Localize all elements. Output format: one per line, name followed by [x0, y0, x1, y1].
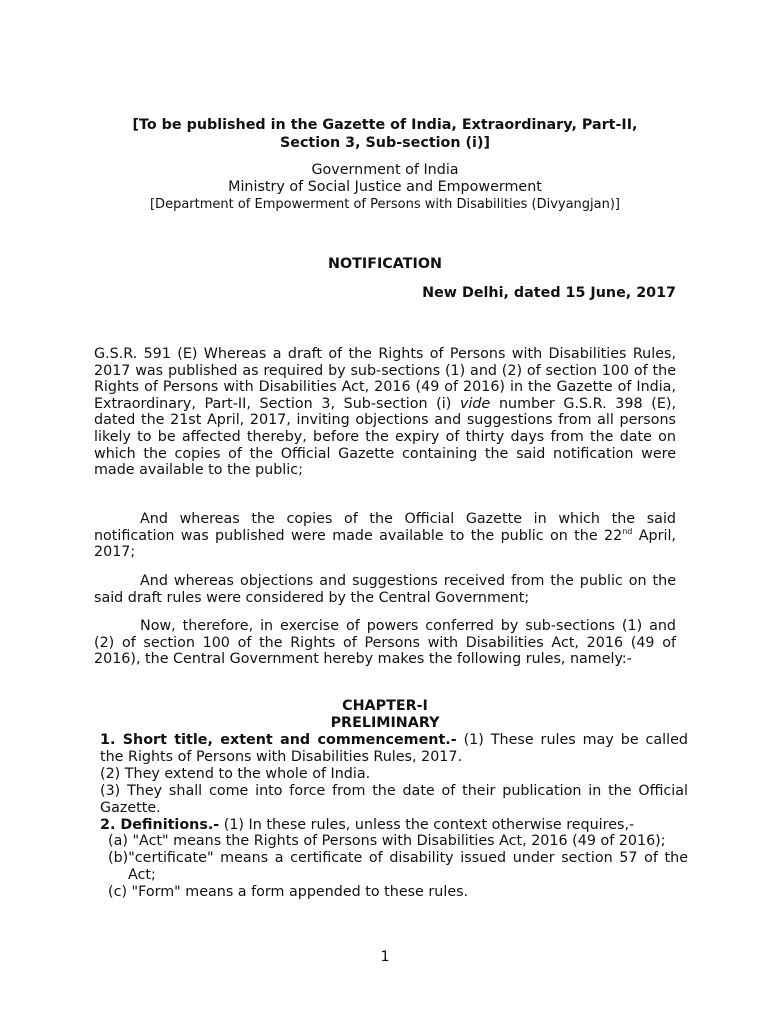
gazette-header-line-2: Section 3, Sub-section (i)]	[279, 135, 491, 151]
rule-1-clause-3: (3) They shall come into force from the date of their publication in the Official Gazette.	[100, 782, 688, 816]
paragraph-whereas-copies	[94, 511, 676, 561]
chapter-number: CHAPTER-I	[342, 698, 428, 714]
page-number: 1	[380, 949, 390, 965]
rule-2-heading: 2. Definitions.-	[100, 816, 220, 833]
paragraph-whereas-copies-part-1: And whereas the copies of the Official Gazette in which the said notification was published were made available to the public on the 22	[94, 511, 676, 544]
ministry-name: Ministry of Social Justice and Empowerment	[228, 179, 542, 195]
paragraph-now-therefore: Now, therefore, in exercise of powers conferred by sub-sections (1) and (2) of section 100 of the Rights of Persons with Disabilities Act, 2016 (49 of 2016), the Central Government hereby makes the following rules, namely:-	[94, 618, 676, 668]
rule-1-text: (1) These rules may be called the Rights of Persons with Disabilities Rules, 2017.	[100, 732, 688, 765]
rules-section	[100, 732, 688, 901]
chapter-heading	[94, 698, 676, 732]
definition-c: (c) "Form" means a form appended to these rules.	[108, 884, 469, 901]
paragraph-gsr	[94, 346, 676, 479]
paragraph-gsr-part-1: G.S.R. 591 (E) Whereas a draft of the Rights of Persons with Disabilities Rules, 2017 was published as required by sub-sections (1) and (2) of section 100 of the Rights of Persons with Disabilities Act, 2016 (49 of 2016) in the Gazette of India, Extraordinary, Part-II, Section 3, Sub-section (i)	[94, 346, 676, 412]
department-name: [Department of Empowerment of Persons with Disabilities (Divyangjan)]	[149, 197, 621, 212]
rule-2-text: (1) In these rules, unless the context otherwise requires,-	[219, 816, 635, 833]
notification-date: New Delhi, dated 15 June, 2017	[422, 285, 676, 301]
chapter-title: PRELIMINARY	[330, 715, 440, 731]
government-name: Government of India	[311, 162, 459, 178]
paragraph-gsr-vide: vide	[459, 395, 491, 412]
rule-1	[100, 732, 688, 766]
notification-title: NOTIFICATION	[328, 256, 442, 272]
definition-b: (b)"certificate" means a certificate of disability issued under section 57 of the Act;	[108, 850, 688, 884]
rule-1-heading: 1. Short title, extent and commencement.-	[100, 732, 457, 748]
rule-1-clause-2: (2) They extend to the whole of India.	[100, 765, 371, 782]
paragraph-whereas-objections: And whereas objections and suggestions received from the public on the said draft rules were considered by the Central Government;	[94, 573, 676, 606]
definition-a: (a) "Act" means the Rights of Persons with Disabilities Act, 2016 (49 of 2016);	[108, 833, 666, 850]
paragraph-gsr-part-2: number G.S.R. 398 (E), dated the 21st April, 2017, inviting objections and suggestions from all persons likely to be affected thereby, before the expiry of thirty days from the date on which the copies of the Official Gazette containing the said notification were made available to the public;	[94, 395, 676, 479]
issuing-authority	[94, 162, 676, 213]
rule-2	[100, 817, 688, 834]
gazette-header	[94, 116, 676, 152]
ordinal-suffix: nd	[622, 526, 633, 536]
paragraph-whereas-copies-part-2: April, 2017;	[94, 527, 676, 561]
gazette-header-line-1: [To be published in the Gazette of India, Extraordinary, Part-II,	[132, 117, 638, 133]
